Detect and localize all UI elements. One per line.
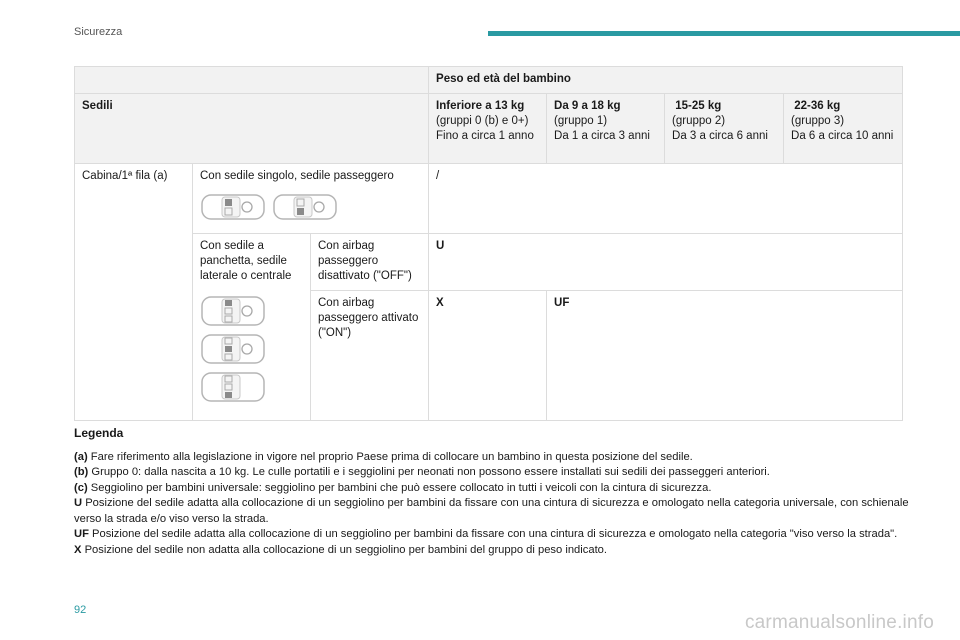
section-title: Sicurezza: [74, 26, 123, 38]
group-cell: 22-36 kg (gruppo 3) Da 6 a circa 10 anni: [784, 94, 903, 164]
car-top-view-icon: [200, 332, 268, 366]
page-number: 92: [74, 604, 87, 616]
seats-header: Sedili: [75, 94, 429, 164]
legend-title: Legenda: [74, 426, 124, 440]
car-top-view-icon: [200, 192, 268, 222]
car-top-view-icon: [200, 370, 268, 404]
legend-item: X Posizione del sedile non adatta alla collocazione di un seggiolino per bambini del gruppo di peso indicato.: [74, 543, 608, 556]
child-seat-table: [74, 66, 903, 421]
legend: [74, 426, 914, 558]
single-seat-cell: Con sedile singolo, sedile passeggero: [193, 164, 429, 234]
group-cell: 15-25 kg (gruppo 2) Da 3 a circa 6 anni: [665, 94, 784, 164]
row-label: Cabina/1ª fila (a): [75, 164, 193, 421]
table-row: [75, 164, 903, 234]
legend-item: (b) Gruppo 0: dalla nascita a 10 kg. Le culle portatili e i seggiolini per neonati non possono essere installati sui sedili dei passeggeri anteriori.: [74, 466, 770, 478]
header-accent-bar: [488, 31, 960, 36]
airbag-off-value: U: [429, 234, 903, 291]
legend-item: UF Posizione del sedile adatta alla collocazione di un seggiolino per bambini da fissare con una cintura di sicurezza e omologato nella categoria "viso verso la strada".: [74, 528, 898, 540]
table-row: [75, 94, 903, 164]
weight-age-header: Peso ed età del bambino: [429, 67, 903, 94]
airbag-on-cell: Con airbag passeggero attivato ("ON"): [311, 291, 429, 421]
group-cell: Inferiore a 13 kg (gruppi 0 (b) e 0+) Fino a circa 1 anno: [429, 94, 547, 164]
legend-item: U Posizione del sedile adatta alla collocazione di un seggiolino per bambini da fissare con una cintura di sicurezza e omologato nella categoria universale, con schienale verso la strada e/o viso verso la strada.: [74, 497, 909, 525]
airbag-off-cell: Con airbag passeggero disattivato ("OFF"): [311, 234, 429, 291]
group-cell: Da 9 a 18 kg (gruppo 1) Da 1 a circa 3 anni: [547, 94, 665, 164]
watermark: carmanualsonline.info: [744, 612, 934, 633]
airbag-on-value-group0: X: [429, 291, 547, 421]
table-row: [75, 234, 903, 291]
legend-item: (a) Fare riferimento alla legislazione in vigore nel proprio Paese prima di collocare un bambino in questa posizione del sedile.: [74, 450, 693, 463]
table-row: [75, 67, 903, 94]
airbag-on-value-rest: UF: [547, 291, 903, 421]
car-top-view-icon: [272, 192, 340, 222]
car-top-view-icon: [200, 294, 268, 328]
single-seat-value: /: [429, 164, 903, 234]
bench-seat-cell: Con sedile a panchetta, sedile laterale o centrale: [193, 234, 311, 421]
legend-item: (c) Seggiolino per bambini universale: seggiolino per bambini che può essere collocato in tutti i veicoli con la cintura di sicurezza.: [74, 481, 712, 494]
